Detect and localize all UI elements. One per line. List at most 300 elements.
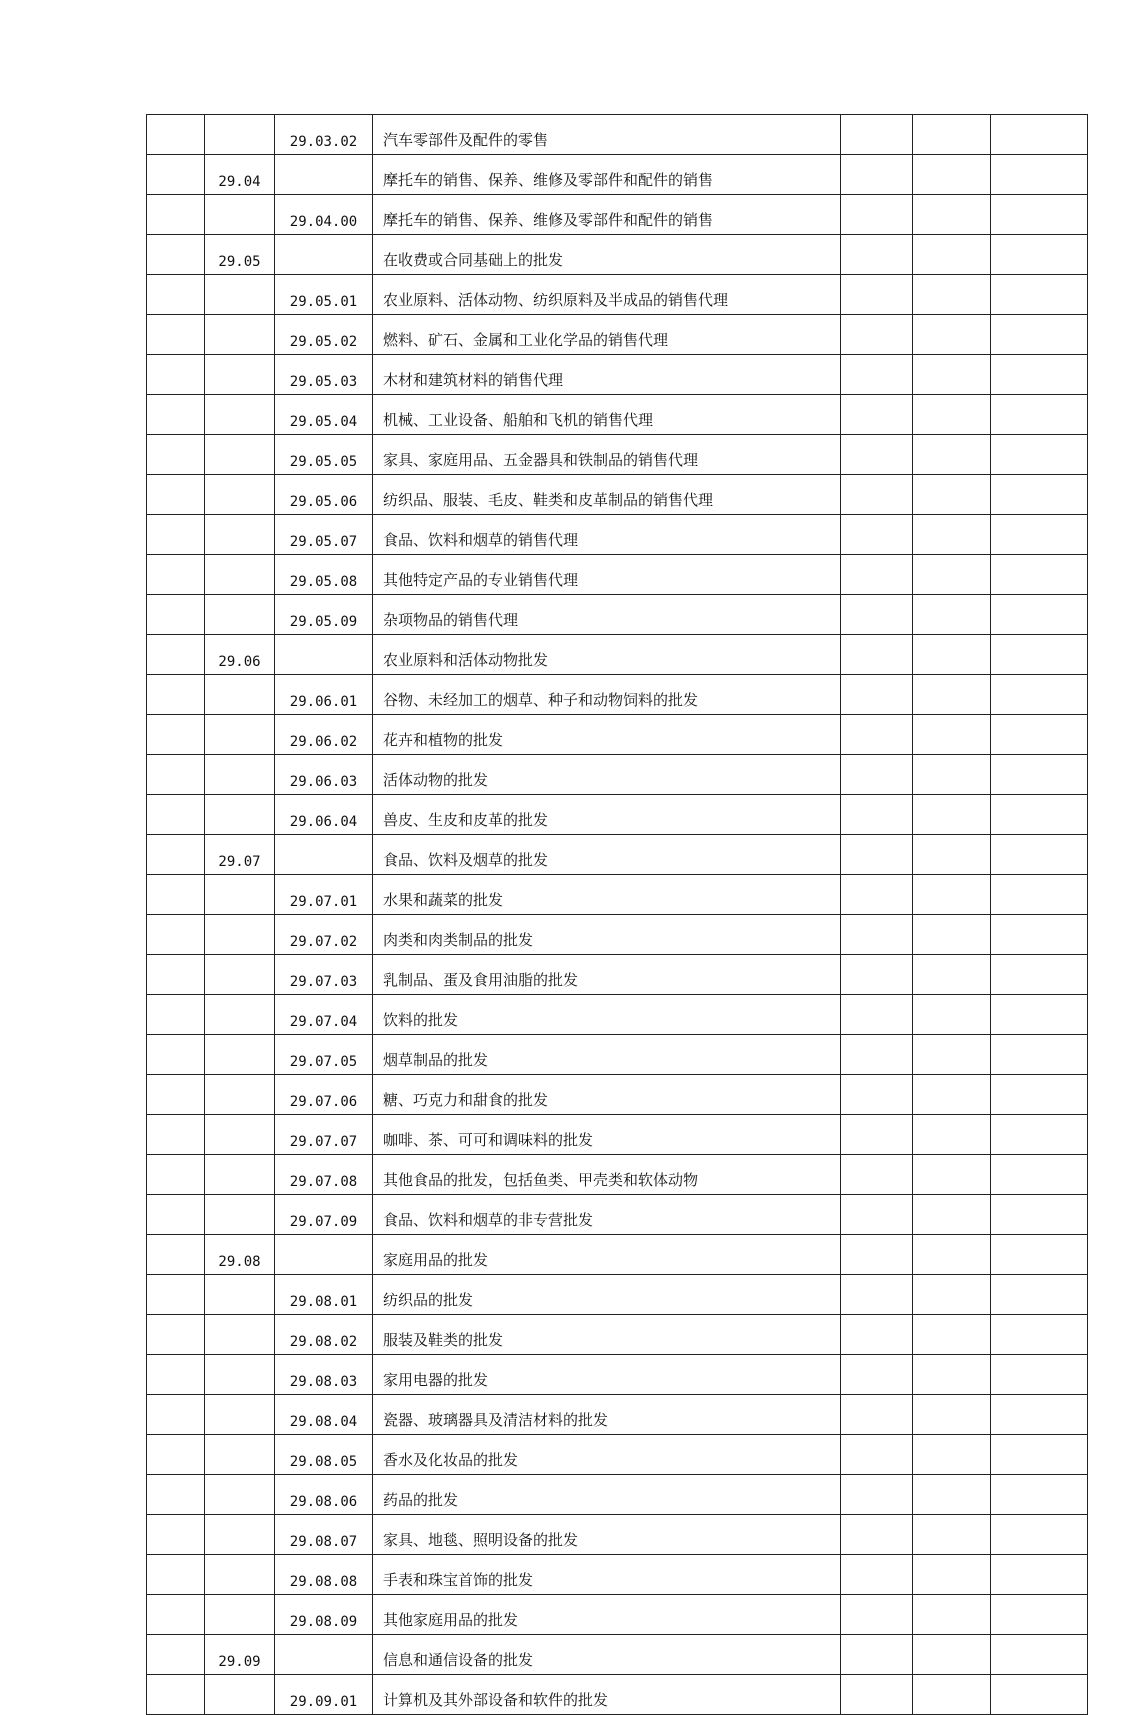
blank-cell-1: [841, 1355, 913, 1395]
blank-cell-3: [991, 875, 1088, 915]
table-row: [147, 555, 1088, 595]
blank-cell-3: [991, 1635, 1088, 1675]
group-code-cell: [205, 1595, 275, 1635]
blank-cell-1: [841, 1155, 913, 1195]
section-cell: [147, 875, 205, 915]
blank-cell-1: [841, 1475, 913, 1515]
blank-cell-3: [991, 1315, 1088, 1355]
table-row: [147, 1195, 1088, 1235]
blank-cell-3: [991, 915, 1088, 955]
table-row: [147, 1435, 1088, 1475]
table-row: [147, 795, 1088, 835]
table-row: [147, 1235, 1088, 1275]
group-code-cell: [205, 1395, 275, 1435]
blank-cell-3: [991, 1435, 1088, 1475]
section-cell: [147, 1395, 205, 1435]
class-code-cell: [275, 1235, 373, 1275]
blank-cell-3: [991, 715, 1088, 755]
blank-cell-2: [913, 955, 991, 995]
table-row: [147, 1275, 1088, 1315]
group-code-cell: 29.08: [205, 1235, 275, 1275]
description-cell: 纺织品的批发: [373, 1275, 841, 1315]
section-cell: [147, 955, 205, 995]
section-cell: [147, 1075, 205, 1115]
group-code-cell: [205, 515, 275, 555]
section-cell: [147, 675, 205, 715]
blank-cell-1: [841, 715, 913, 755]
table-row: [147, 1675, 1088, 1715]
table-row: [147, 1035, 1088, 1075]
blank-cell-1: [841, 875, 913, 915]
blank-cell-3: [991, 1115, 1088, 1155]
blank-cell-2: [913, 1275, 991, 1315]
description-cell: 乳制品、蛋及食用油脂的批发: [373, 955, 841, 995]
group-code-cell: [205, 1555, 275, 1595]
class-code-cell: 29.06.04: [275, 795, 373, 835]
table-row: [147, 235, 1088, 275]
class-code-cell: [275, 1635, 373, 1675]
section-cell: [147, 995, 205, 1035]
blank-cell-1: [841, 755, 913, 795]
blank-cell-3: [991, 555, 1088, 595]
blank-cell-3: [991, 675, 1088, 715]
blank-cell-2: [913, 435, 991, 475]
blank-cell-1: [841, 1435, 913, 1475]
blank-cell-3: [991, 235, 1088, 275]
group-code-cell: [205, 1675, 275, 1715]
table-row: [147, 835, 1088, 875]
class-code-cell: [275, 235, 373, 275]
blank-cell-1: [841, 1555, 913, 1595]
blank-cell-1: [841, 995, 913, 1035]
blank-cell-3: [991, 995, 1088, 1035]
blank-cell-1: [841, 1195, 913, 1235]
blank-cell-2: [913, 995, 991, 1035]
description-cell: 家具、家庭用品、五金器具和铁制品的销售代理: [373, 435, 841, 475]
description-cell: 其他食品的批发，包括鱼类、甲壳类和软体动物: [373, 1155, 841, 1195]
description-cell: 水果和蔬菜的批发: [373, 875, 841, 915]
group-code-cell: 29.09: [205, 1635, 275, 1675]
description-cell: 农业原料、活体动物、纺织原料及半成品的销售代理: [373, 275, 841, 315]
class-code-cell: 29.04.00: [275, 195, 373, 235]
class-code-cell: 29.08.01: [275, 1275, 373, 1315]
blank-cell-3: [991, 515, 1088, 555]
blank-cell-3: [991, 955, 1088, 995]
group-code-cell: [205, 755, 275, 795]
description-cell: 木材和建筑材料的销售代理: [373, 355, 841, 395]
group-code-cell: [205, 435, 275, 475]
group-code-cell: [205, 115, 275, 155]
table-row: [147, 955, 1088, 995]
group-code-cell: [205, 355, 275, 395]
class-code-cell: 29.05.02: [275, 315, 373, 355]
section-cell: [147, 1155, 205, 1195]
blank-cell-1: [841, 1235, 913, 1275]
group-code-cell: 29.05: [205, 235, 275, 275]
table-row: [147, 675, 1088, 715]
table-row: [147, 1475, 1088, 1515]
section-cell: [147, 755, 205, 795]
class-code-cell: 29.08.07: [275, 1515, 373, 1555]
blank-cell-2: [913, 835, 991, 875]
table-row: [147, 595, 1088, 635]
section-cell: [147, 1635, 205, 1675]
blank-cell-3: [991, 1395, 1088, 1435]
table-row: [147, 915, 1088, 955]
description-cell: 兽皮、生皮和皮革的批发: [373, 795, 841, 835]
table-row: [147, 435, 1088, 475]
blank-cell-2: [913, 595, 991, 635]
description-cell: 食品、饮料和烟草的非专营批发: [373, 1195, 841, 1235]
description-cell: 服装及鞋类的批发: [373, 1315, 841, 1355]
blank-cell-2: [913, 195, 991, 235]
section-cell: [147, 315, 205, 355]
blank-cell-1: [841, 275, 913, 315]
class-code-cell: [275, 155, 373, 195]
blank-cell-2: [913, 1235, 991, 1275]
section-cell: [147, 115, 205, 155]
group-code-cell: [205, 315, 275, 355]
section-cell: [147, 1435, 205, 1475]
blank-cell-2: [913, 235, 991, 275]
blank-cell-1: [841, 115, 913, 155]
blank-cell-3: [991, 195, 1088, 235]
group-code-cell: [205, 1155, 275, 1195]
blank-cell-1: [841, 315, 913, 355]
class-code-cell: 29.05.06: [275, 475, 373, 515]
description-cell: 杂项物品的销售代理: [373, 595, 841, 635]
blank-cell-1: [841, 1315, 913, 1355]
blank-cell-2: [913, 1075, 991, 1115]
table-row: [147, 1075, 1088, 1115]
class-code-cell: 29.08.02: [275, 1315, 373, 1355]
section-cell: [147, 1595, 205, 1635]
group-code-cell: [205, 1435, 275, 1475]
section-cell: [147, 1235, 205, 1275]
group-code-cell: 29.04: [205, 155, 275, 195]
table-row: [147, 715, 1088, 755]
section-cell: [147, 155, 205, 195]
table-row: [147, 355, 1088, 395]
blank-cell-2: [913, 1195, 991, 1235]
table-row: [147, 395, 1088, 435]
description-cell: 手表和珠宝首饰的批发: [373, 1555, 841, 1595]
description-cell: 家具、地毯、照明设备的批发: [373, 1515, 841, 1555]
blank-cell-2: [913, 675, 991, 715]
blank-cell-1: [841, 395, 913, 435]
description-cell: 家庭用品的批发: [373, 1235, 841, 1275]
class-code-cell: 29.05.03: [275, 355, 373, 395]
section-cell: [147, 1035, 205, 1075]
table-row: [147, 995, 1088, 1035]
section-cell: [147, 835, 205, 875]
description-cell: 谷物、未经加工的烟草、种子和动物饲料的批发: [373, 675, 841, 715]
class-code-cell: 29.05.09: [275, 595, 373, 635]
table-row: [147, 1555, 1088, 1595]
blank-cell-2: [913, 1555, 991, 1595]
blank-cell-3: [991, 1155, 1088, 1195]
class-code-cell: 29.06.02: [275, 715, 373, 755]
blank-cell-2: [913, 1475, 991, 1515]
description-cell: 花卉和植物的批发: [373, 715, 841, 755]
class-code-cell: 29.07.06: [275, 1075, 373, 1115]
blank-cell-1: [841, 1515, 913, 1555]
description-cell: 咖啡、茶、可可和调味料的批发: [373, 1115, 841, 1155]
group-code-cell: [205, 555, 275, 595]
blank-cell-1: [841, 1395, 913, 1435]
blank-cell-1: [841, 595, 913, 635]
section-cell: [147, 595, 205, 635]
blank-cell-2: [913, 1035, 991, 1075]
blank-cell-3: [991, 1555, 1088, 1595]
blank-cell-1: [841, 1635, 913, 1675]
table-row: [147, 1395, 1088, 1435]
blank-cell-3: [991, 835, 1088, 875]
description-cell: 汽车零部件及配件的零售: [373, 115, 841, 155]
blank-cell-2: [913, 715, 991, 755]
blank-cell-3: [991, 1195, 1088, 1235]
blank-cell-1: [841, 475, 913, 515]
table-row: [147, 1115, 1088, 1155]
section-cell: [147, 355, 205, 395]
class-code-cell: 29.08.06: [275, 1475, 373, 1515]
class-code-cell: 29.08.03: [275, 1355, 373, 1395]
group-code-cell: [205, 395, 275, 435]
table-row: [147, 475, 1088, 515]
class-code-cell: [275, 835, 373, 875]
table-row: [147, 1515, 1088, 1555]
section-cell: [147, 195, 205, 235]
blank-cell-2: [913, 115, 991, 155]
description-cell: 香水及化妆品的批发: [373, 1435, 841, 1475]
blank-cell-2: [913, 275, 991, 315]
blank-cell-1: [841, 1035, 913, 1075]
description-cell: 机械、工业设备、船舶和飞机的销售代理: [373, 395, 841, 435]
blank-cell-2: [913, 1515, 991, 1555]
blank-cell-1: [841, 235, 913, 275]
group-code-cell: [205, 1195, 275, 1235]
description-cell: 肉类和肉类制品的批发: [373, 915, 841, 955]
class-code-cell: 29.05.05: [275, 435, 373, 475]
blank-cell-2: [913, 635, 991, 675]
blank-cell-2: [913, 755, 991, 795]
blank-cell-3: [991, 1515, 1088, 1555]
group-code-cell: 29.06: [205, 635, 275, 675]
class-code-cell: 29.07.08: [275, 1155, 373, 1195]
group-code-cell: [205, 1315, 275, 1355]
section-cell: [147, 395, 205, 435]
blank-cell-3: [991, 1075, 1088, 1115]
classification-table: [146, 114, 1088, 1715]
section-cell: [147, 1115, 205, 1155]
description-cell: 在收费或合同基础上的批发: [373, 235, 841, 275]
blank-cell-3: [991, 795, 1088, 835]
blank-cell-2: [913, 1595, 991, 1635]
blank-cell-1: [841, 515, 913, 555]
class-code-cell: 29.05.08: [275, 555, 373, 595]
table-row: [147, 1595, 1088, 1635]
section-cell: [147, 1515, 205, 1555]
blank-cell-3: [991, 1675, 1088, 1715]
table-row: [147, 195, 1088, 235]
section-cell: [147, 435, 205, 475]
blank-cell-1: [841, 1115, 913, 1155]
group-code-cell: [205, 475, 275, 515]
description-cell: 其他家庭用品的批发: [373, 1595, 841, 1635]
section-cell: [147, 1555, 205, 1595]
group-code-cell: [205, 275, 275, 315]
table-row: [147, 1355, 1088, 1395]
group-code-cell: [205, 1075, 275, 1115]
section-cell: [147, 1675, 205, 1715]
blank-cell-1: [841, 195, 913, 235]
group-code-cell: [205, 875, 275, 915]
table-body: [147, 115, 1088, 1715]
blank-cell-3: [991, 1275, 1088, 1315]
table-row: [147, 1635, 1088, 1675]
blank-cell-1: [841, 555, 913, 595]
class-code-cell: 29.05.04: [275, 395, 373, 435]
table-row: [147, 755, 1088, 795]
description-cell: 其他特定产品的专业销售代理: [373, 555, 841, 595]
section-cell: [147, 795, 205, 835]
section-cell: [147, 555, 205, 595]
section-cell: [147, 715, 205, 755]
table-row: [147, 515, 1088, 555]
group-code-cell: [205, 1115, 275, 1155]
blank-cell-2: [913, 355, 991, 395]
class-code-cell: 29.06.01: [275, 675, 373, 715]
description-cell: 饮料的批发: [373, 995, 841, 1035]
blank-cell-3: [991, 315, 1088, 355]
group-code-cell: [205, 1355, 275, 1395]
blank-cell-3: [991, 1595, 1088, 1635]
blank-cell-1: [841, 795, 913, 835]
table-row: [147, 315, 1088, 355]
blank-cell-2: [913, 515, 991, 555]
class-code-cell: 29.06.03: [275, 755, 373, 795]
blank-cell-3: [991, 1035, 1088, 1075]
class-code-cell: 29.07.03: [275, 955, 373, 995]
description-cell: 摩托车的销售、保养、维修及零部件和配件的销售: [373, 195, 841, 235]
blank-cell-2: [913, 1635, 991, 1675]
class-code-cell: 29.07.09: [275, 1195, 373, 1235]
table-row: [147, 1155, 1088, 1195]
blank-cell-2: [913, 395, 991, 435]
blank-cell-3: [991, 435, 1088, 475]
blank-cell-1: [841, 835, 913, 875]
group-code-cell: [205, 715, 275, 755]
group-code-cell: [205, 595, 275, 635]
group-code-cell: [205, 955, 275, 995]
blank-cell-1: [841, 435, 913, 475]
group-code-cell: [205, 1515, 275, 1555]
group-code-cell: [205, 915, 275, 955]
group-code-cell: [205, 995, 275, 1035]
description-cell: 活体动物的批发: [373, 755, 841, 795]
table-row: [147, 1315, 1088, 1355]
description-cell: 药品的批发: [373, 1475, 841, 1515]
blank-cell-2: [913, 1355, 991, 1395]
description-cell: 食品、饮料及烟草的批发: [373, 835, 841, 875]
table-row: [147, 115, 1088, 155]
blank-cell-2: [913, 915, 991, 955]
blank-cell-2: [913, 475, 991, 515]
blank-cell-2: [913, 1155, 991, 1195]
blank-cell-2: [913, 555, 991, 595]
group-code-cell: [205, 1475, 275, 1515]
section-cell: [147, 635, 205, 675]
blank-cell-3: [991, 635, 1088, 675]
section-cell: [147, 1315, 205, 1355]
blank-cell-1: [841, 1075, 913, 1115]
description-cell: 燃料、矿石、金属和工业化学品的销售代理: [373, 315, 841, 355]
blank-cell-1: [841, 355, 913, 395]
class-code-cell: 29.07.07: [275, 1115, 373, 1155]
section-cell: [147, 275, 205, 315]
class-code-cell: 29.07.02: [275, 915, 373, 955]
description-cell: 糖、巧克力和甜食的批发: [373, 1075, 841, 1115]
class-code-cell: 29.05.01: [275, 275, 373, 315]
group-code-cell: 29.07: [205, 835, 275, 875]
table-row: [147, 155, 1088, 195]
table-row: [147, 635, 1088, 675]
class-code-cell: 29.08.08: [275, 1555, 373, 1595]
group-code-cell: [205, 1035, 275, 1075]
section-cell: [147, 515, 205, 555]
description-cell: 食品、饮料和烟草的销售代理: [373, 515, 841, 555]
blank-cell-2: [913, 1315, 991, 1355]
blank-cell-2: [913, 155, 991, 195]
description-cell: 信息和通信设备的批发: [373, 1635, 841, 1675]
description-cell: 家用电器的批发: [373, 1355, 841, 1395]
class-code-cell: 29.07.01: [275, 875, 373, 915]
blank-cell-1: [841, 1595, 913, 1635]
table-row: [147, 875, 1088, 915]
blank-cell-3: [991, 595, 1088, 635]
blank-cell-3: [991, 1475, 1088, 1515]
group-code-cell: [205, 795, 275, 835]
description-cell: 烟草制品的批发: [373, 1035, 841, 1075]
blank-cell-1: [841, 155, 913, 195]
blank-cell-1: [841, 1675, 913, 1715]
description-cell: 纺织品、服装、毛皮、鞋类和皮革制品的销售代理: [373, 475, 841, 515]
class-code-cell: [275, 635, 373, 675]
blank-cell-2: [913, 315, 991, 355]
blank-cell-1: [841, 1275, 913, 1315]
blank-cell-3: [991, 475, 1088, 515]
class-code-cell: 29.03.02: [275, 115, 373, 155]
group-code-cell: [205, 675, 275, 715]
group-code-cell: [205, 195, 275, 235]
section-cell: [147, 1475, 205, 1515]
description-cell: 瓷器、玻璃器具及清洁材料的批发: [373, 1395, 841, 1435]
class-code-cell: 29.08.04: [275, 1395, 373, 1435]
blank-cell-1: [841, 635, 913, 675]
section-cell: [147, 475, 205, 515]
blank-cell-2: [913, 875, 991, 915]
class-code-cell: 29.05.07: [275, 515, 373, 555]
blank-cell-2: [913, 1395, 991, 1435]
section-cell: [147, 1195, 205, 1235]
blank-cell-1: [841, 915, 913, 955]
description-cell: 计算机及其外部设备和软件的批发: [373, 1675, 841, 1715]
class-code-cell: 29.08.05: [275, 1435, 373, 1475]
blank-cell-2: [913, 1435, 991, 1475]
section-cell: [147, 915, 205, 955]
blank-cell-3: [991, 1235, 1088, 1275]
description-cell: 摩托车的销售、保养、维修及零部件和配件的销售: [373, 155, 841, 195]
